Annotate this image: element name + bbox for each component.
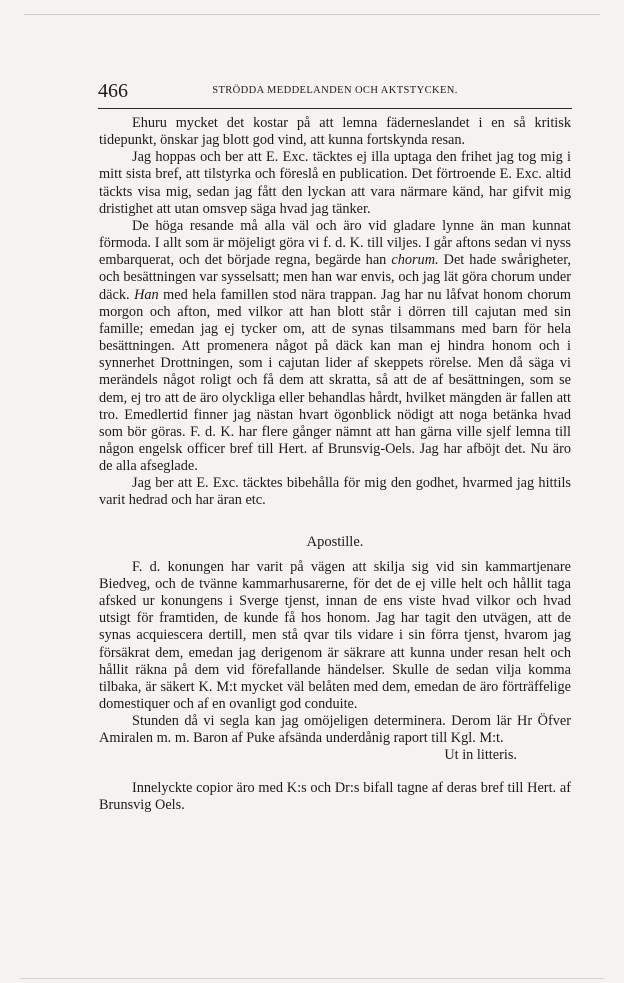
running-head: STRÖDDA MEDDELANDEN OCH AKTSTYCKEN. bbox=[212, 85, 458, 96]
header-rule bbox=[98, 108, 572, 109]
letter-paragraph-4: Jag ber att E. Exc. täcktes bibehålla för mig den godhet, hvarmed jag hittils varit hedrad och har äran etc. bbox=[99, 475, 571, 509]
apostille-paragraph-1: F. d. konungen har varit på vägen att skilja sig vid sin kammartjenare Biedveg, och de tvänne kammarhusarerne, för det de ej ville helt och hållit taga afsked ur konungens i Sverge tjenst, innan de ens viste hvad vilkor och hvad utsigt för framtiden, de kunde få hos honom. Jag har tagit den utvägen, att de synas acquiescera dertill, men stå qvar tils vidare i sin förra tjenst, hvarom jag försäkrat dem, emedan jag derigenom är säkrare att kunna under resan helt och hållit räkna på dem vid förefallande händelser. Skulle de sedan vilja komma tilbaka, är säkert K. M:t mycket väl belåten med dem, emedan de äro förträffelige domestiquer och af en ovanligt god conduite. bbox=[99, 558, 571, 712]
page-body bbox=[99, 115, 571, 814]
apostille-heading: Apostille. bbox=[306, 533, 364, 550]
apostille-closing: Ut in litteris. bbox=[444, 747, 517, 764]
scan-bottom-edge bbox=[20, 978, 604, 979]
letter-paragraph-3-text-a: De höga resande må alla väl och äro vid gladare lynne än man kunnat förmoda. I allt som är möjeligt göra vi f. d. K. till viljes. I går aftons sedan vi nyss embarquerat, och det började regna, begärde han bbox=[99, 217, 571, 269]
letter-paragraph-3-text-c: med hela famillen stod nära trappan. Jag har nu låfvat honom chorum morgon och afton, med vilkor att han blott står i dörren till cajutan med sin famille; emedan jag ej tycker om, att de synas tilsammans med barn för hela besättningen. Att promenera något på däck kan man ej hindra honom och i synnerhet Drottningen, som i cajutan lider af skeppets rörelse. Men då säga vi merändels något roligt och få dem att skratta, så att de af besättningen, som se dem, ej tro att de äro olyckliga eller behandlas hårdt, hvilket mängden är fallen att tro. Emedlertid finner jag nästan hvart ögonblick nödigt att noga betänka hvad som bör göras. F. d. K. har flere gånger nämnt att han gärna ville sjelf lemna till någon engelsk officer bref till Hert. af Brunsvig-Oels. Jag har afböjt det. Nu äro de alla afseglade. bbox=[99, 286, 572, 475]
letter-paragraph-3 bbox=[99, 218, 571, 475]
apostille-paragraph-2: Stunden då vi segla kan jag omöjeligen determinera. Derom lär Hr Öfver Amiralen m. m. Baron af Puke afsända underdånig raport till Kgl. M:t. bbox=[99, 713, 571, 747]
italic-chorum: chorum. bbox=[391, 252, 439, 269]
italic-han: Han bbox=[134, 286, 159, 303]
letter-paragraph-2: Jag hoppas och ber att E. Exc. täcktes ej illa uptaga den frihet jag tog mig i mitt sista bref, att tilstyrka och föreslå en publication. Det förtroende E. Exc. altid täckts visa mig, sedan jag fått den lyckan att vara närmare känd, har gifvit mig dristighet att utan omsvep säga hvad jag tänker. bbox=[99, 149, 571, 217]
letter-paragraph-1: Ehuru mycket det kostar på att lemna fäderneslandet i en så kritisk tidepunkt, önskar jag blott god vind, att kunna fortskynda resan. bbox=[99, 115, 571, 149]
scan-edge-rule bbox=[24, 14, 600, 15]
apostille-paragraph-3: Innelyckte copior äro med K:s och Dr:s bifall tagne af deras bref till Hert. af Brunsvig Oels. bbox=[99, 779, 571, 813]
page-number: 466 bbox=[98, 80, 128, 102]
page-header bbox=[98, 80, 572, 102]
letter-paragraph-3-text-b: Det hade swårigheter, och besättningen var sysselsatt; men han war envis, och jag lät göra chorum under däck. bbox=[99, 252, 571, 303]
